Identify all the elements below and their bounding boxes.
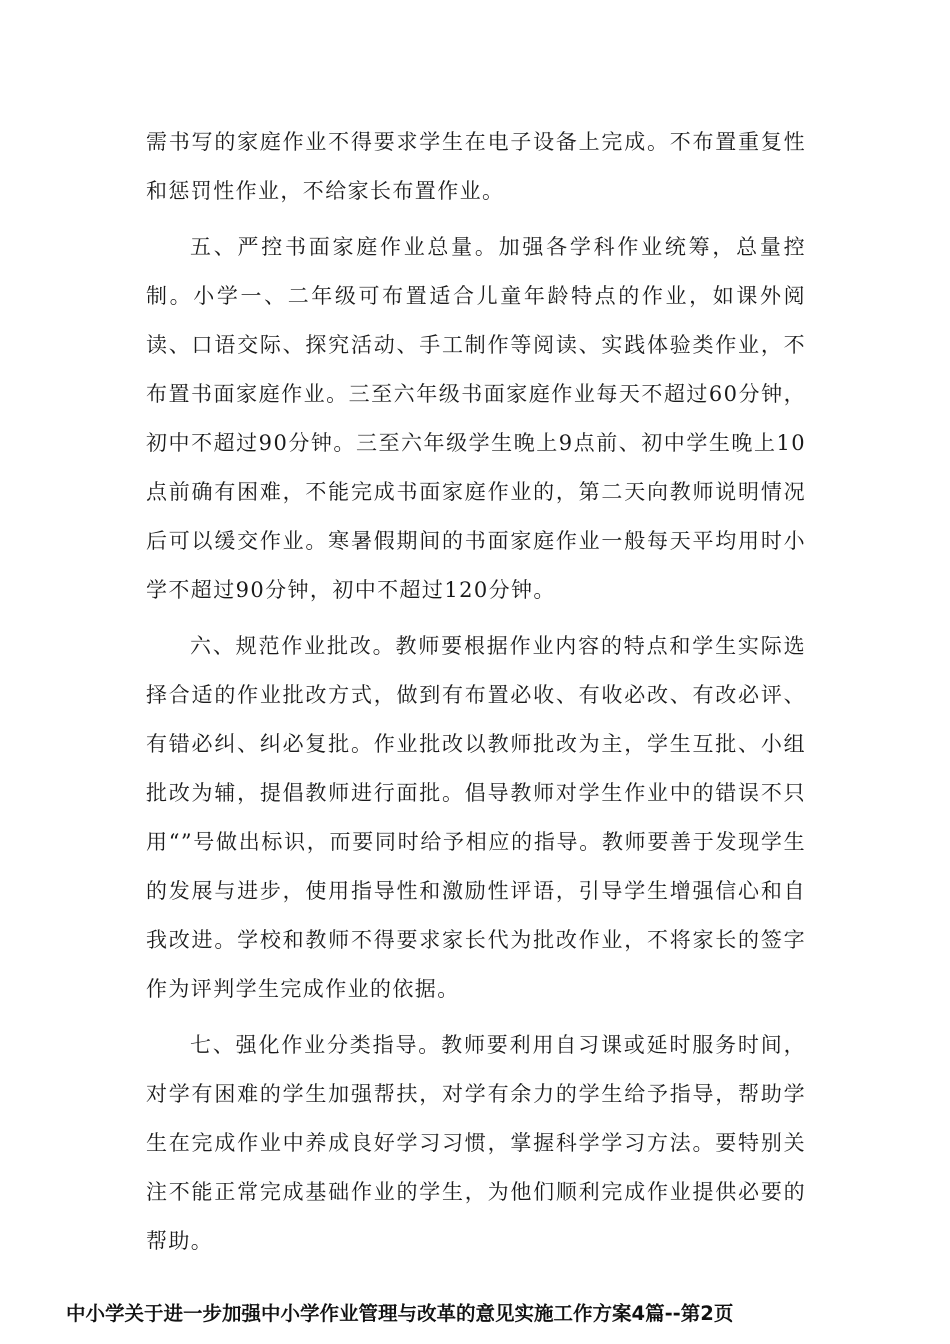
paragraph-continuation: 需书写的家庭作业不得要求学生在电子设备上完成。不布置重复性和惩罚性作业，不给家长布置作业。 [146,130,806,203]
paragraph-section-five: 五、严控书面家庭作业总量。加强各学科作业统筹，总量控制。小学一、二年级可布置适合儿童年龄特点的作业，如课外阅读、口语交际、探究活动、手工制作等阅读、实践体验类作业，不布置书面家庭作业。三至六年级书面家庭作业每天不超过60分钟，初中不超过90分钟。三至六年级学生晚上9点前、初中学生晚上10点前确有困难，不能完成书面家庭作业的，第二天向教师说明情况后可以缓交作业。寒暑假期间的书面家庭作业一般每天平均用时小学不超过90分钟，初中不超过120分钟。 [146,235,806,602]
page-footer: 中小学关于进一步加强中小学作业管理与改革的意见实施工作方案4篇--第2页 [66,1302,734,1325]
paragraph-section-seven: 七、强化作业分类指导。教师要利用自习课或延时服务时间，对学有困难的学生加强帮扶，对学有余力的学生给予指导，帮助学生在完成作业中养成良好学习习惯，掌握科学学习方法。要特别关注不能正常完成基础作业的学生，为他们顺利完成作业提供必要的帮助。 [146,1033,806,1253]
document-body [146,118,806,1266]
paragraph-section-six: 六、规范作业批改。教师要根据作业内容的特点和学生实际选择合适的作业批改方式，做到有布置必收、有收必改、有改必评、有错必纠、纠必复批。作业批改以教师批改为主，学生互批、小组批改为辅，提倡教师进行面批。倡导教师对学生作业中的错误不只用“”号做出标识，而要同时给予相应的指导。教师要善于发现学生的发展与进步，使用指导性和激励性评语，引导学生增强信心和自我改进。学校和教师不得要求家长代为批改作业，不将家长的签字作为评判学生完成作业的依据。 [146,634,806,1001]
